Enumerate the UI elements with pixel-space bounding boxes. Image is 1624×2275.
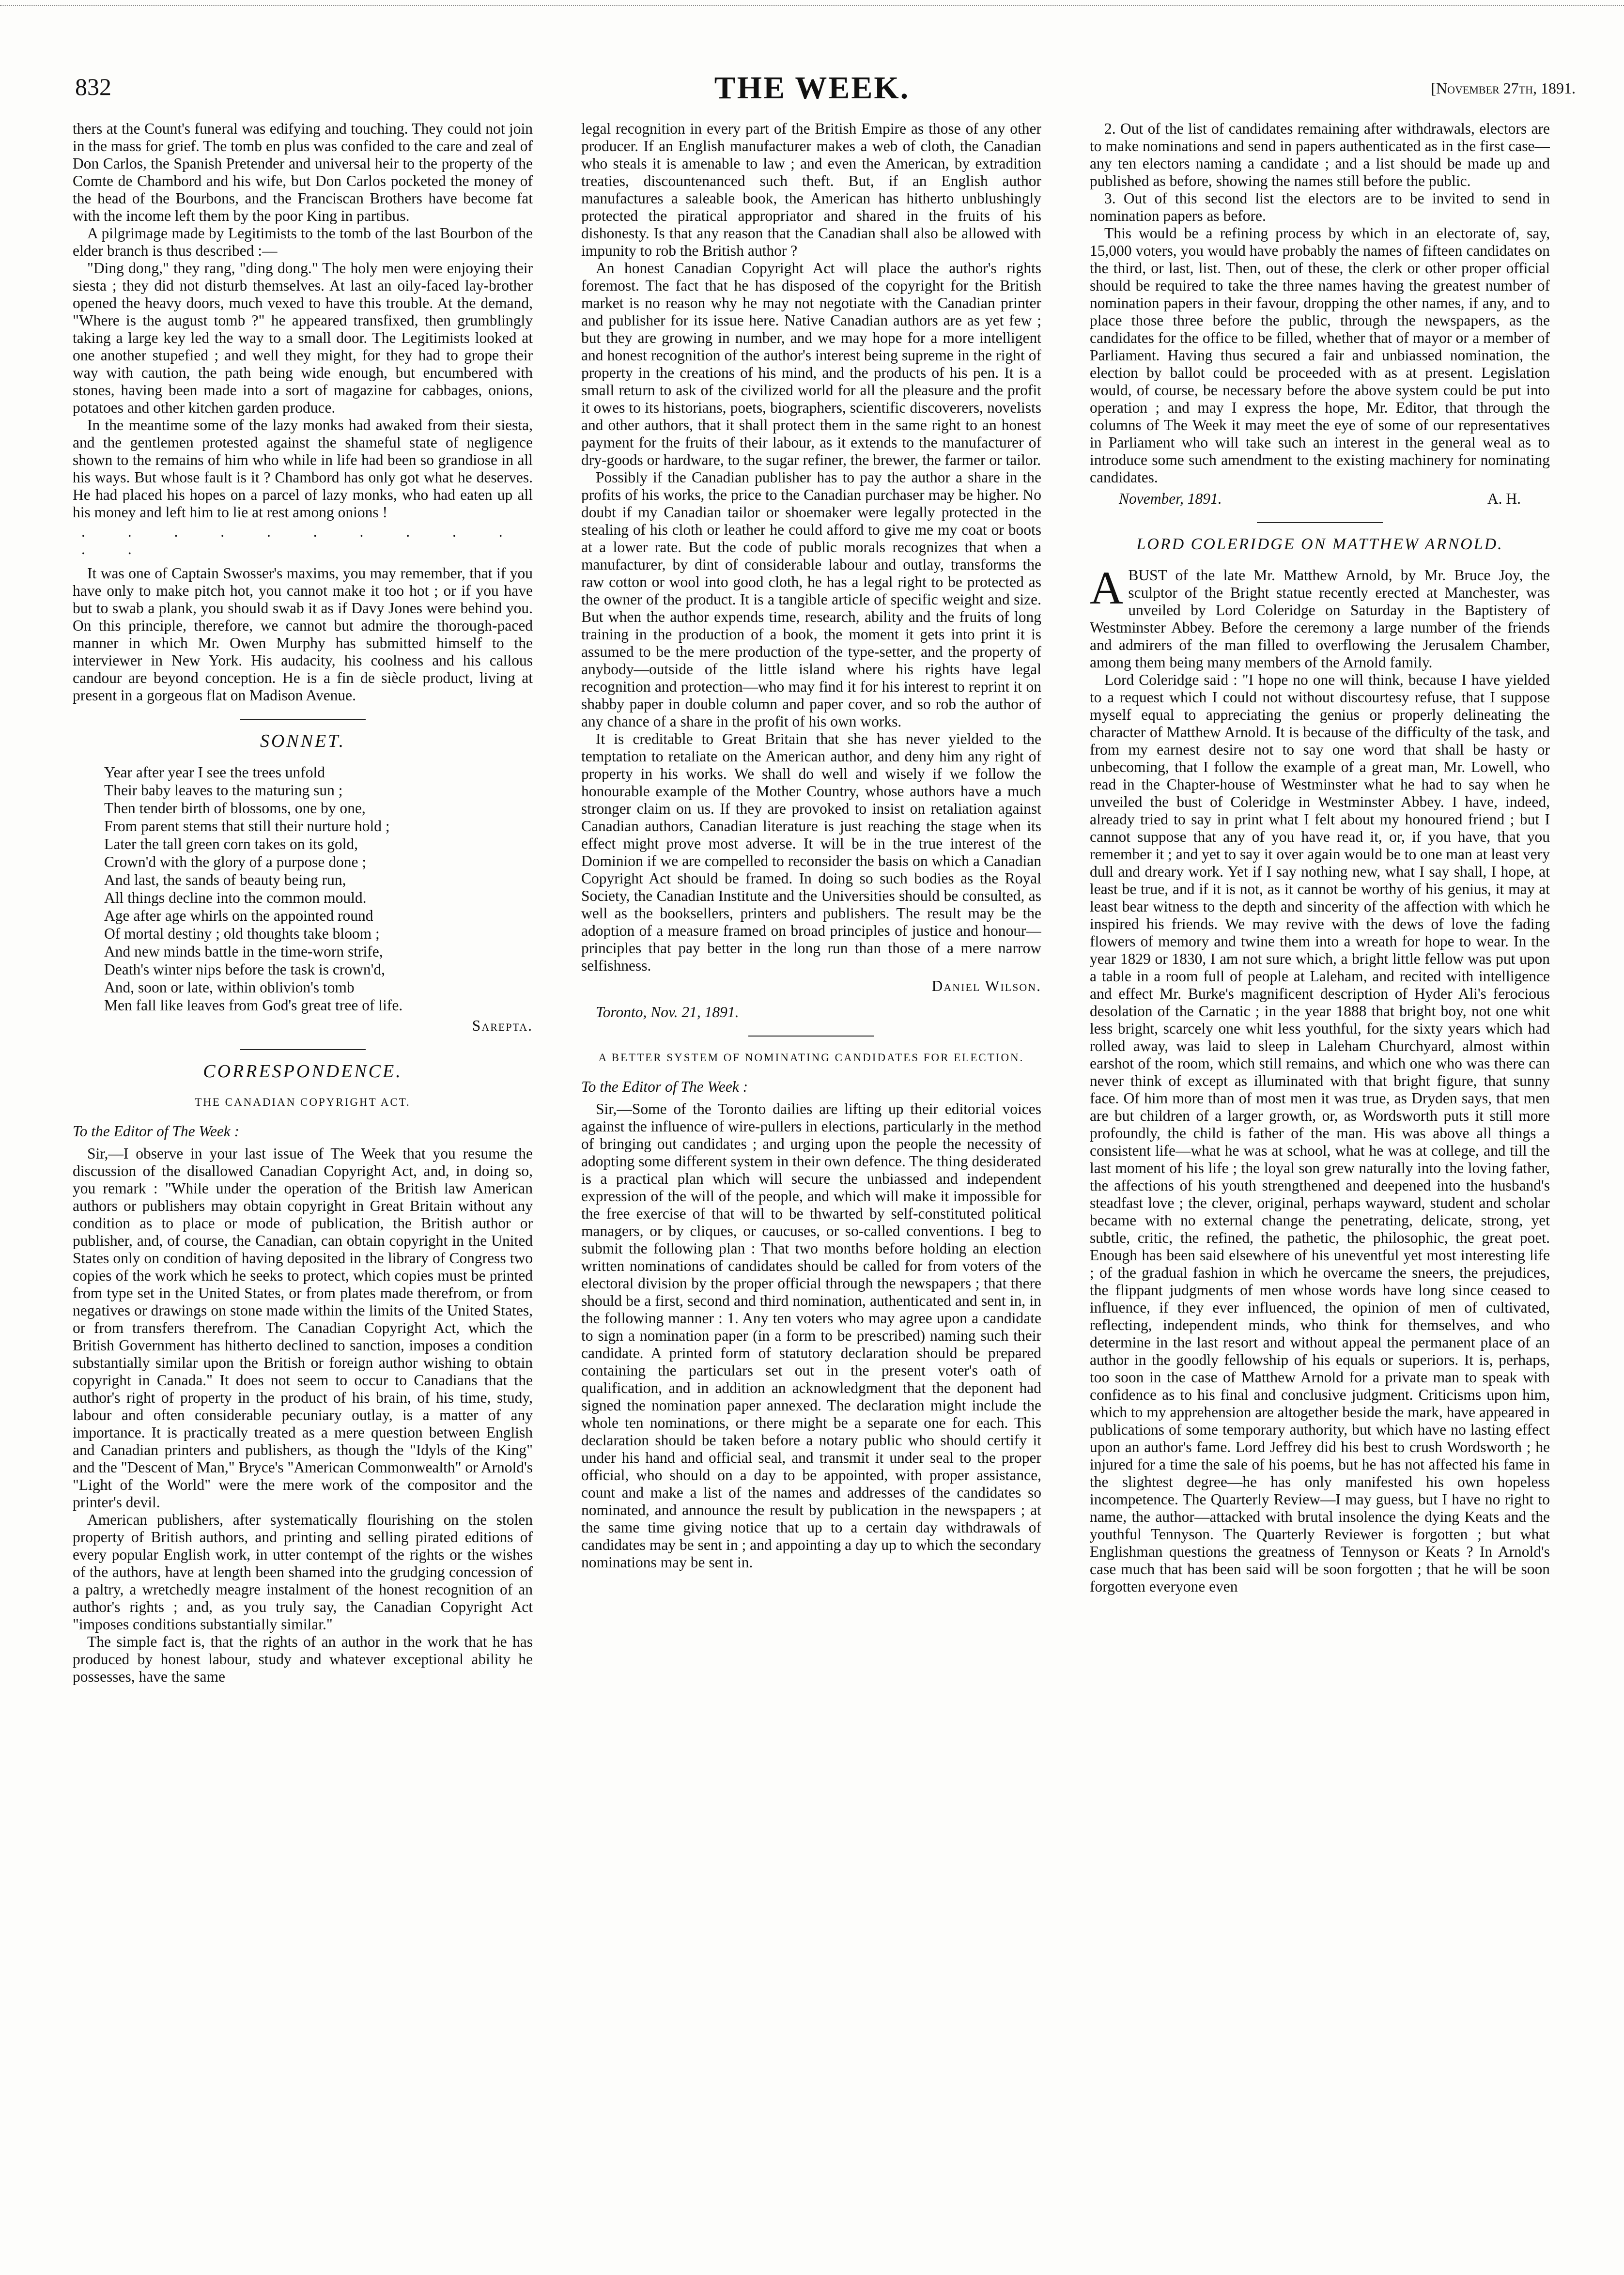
- paragraph: A pilgrimage made by Legitimists to the tomb of the last Bourbon of the elder branch is thus described :—: [73, 225, 533, 259]
- section-rule: [240, 1049, 366, 1050]
- sonnet-title: SONNET.: [260, 731, 346, 751]
- paragraph: Sir,—Some of the Toronto dailies are lifting up their editorial voices against the influence of wire-pullers in elections, particularly in the method of bringing out candidates ; and urging upon the people the necessity of adopting some different system in their own defence. The thing desiderated is a practical plan which will secure the unbiassed and independent expression of the will of the people, and which will make it impossible for the free exercise of that will to be thwarted by self-constituted political managers, or by cliques, or caucuses, or so-called conventions. I beg to submit the following plan : That two months before holding an election written nominations of candidates should be called for from voters of the electoral division by the proper official through the newspapers ; that there should be a first, second and third nomination, authenticated and sent in, in the following manner : 1. Any ten voters who may agree upon a candidate to sign a nomination paper (in a form to be prescribed) naming such their candidate. A printed form of statutory declaration should be prepared containing the particulars set out in the present voter's oath of qualification, and in addition an acknowledgment that the deponent had signed the nomination paper annexed. The declaration might include the whole ten nominations, or there might be a separate one for each. This declaration should be taken before a notary public who should certify it under his hand and official seal, and transmit it under seal to the proper official, who should on a day to be appointed, with proper assistance, count and make a list of the names and addresses of the candidates so nominated, and announce the result by publication in the newspapers ; at the same time giving notice that up to a certain day withdrawals of candidates may be sent in ; and appointing a day up to which the secondary nominations may be sent in.: [581, 1100, 1041, 1571]
- top-rule: [0, 0, 1624, 6]
- paragraph: thers at the Count's funeral was edifying and touching. They could not join in the mass for grief. The tomb en plus was confided to the care and zeal of Don Carlos, the Spanish Pretender and universal heir to the property of the Comte de Chambord and his wife, but Don Carlos pocketed the money of the head of the Bourbons, and the Franciscan Brothers have become fat with the income left them by the poor King in partibus.: [73, 120, 533, 224]
- poem-line: Later the tall green corn takes on its gold,: [104, 836, 358, 852]
- coleridge-title: LORD COLERIDGE ON MATTHEW ARNOLD.: [1136, 535, 1503, 553]
- paragraph: In the meantime some of the lazy monks had awaked from their siesta, and the gentlemen protested against the shameful state of negligence shown to the remains of him who while in life had been so grandiose in all his ways. But whose fault is it ? Chambord has only got what he deserves. He had placed his hopes on a parcel of lazy monks, who had eaten up all his money and left him to lie at rest among onions !: [73, 417, 533, 521]
- sonnet-signature: Sarepta.: [472, 1017, 533, 1034]
- letter-signoff: [1090, 490, 1550, 508]
- paragraph: Lord Coleridge said : "I hope no one will think, because I have yielded to a request which I could not without discourtesy refuse, that I suppose myself equal to appreciating the genius or properly delineating the character of Matthew Arnold. It is because of the difficulty of the task, and from my earnest desire not to say one word that shall be hasty or unbecoming, that I follow the example of a great man, Mr. Lowell, who read in the Chapter-house of Westminster what he had to say when he unveiled the bust of Coleridge in Westminster Abbey. I have, indeed, already tried to say in print what I felt about my honoured friend ; but I cannot suppose that any of you have read it, or, if you have, that you remember it ; and yet to say it over again would be to one man at least very dull and dreary work. Yet if I say nothing new, what I say shall, I hope, at least be true, and if it is not, as it cannot be worthy of his genius, it may at least bear witness to the depth and sincerity of the affection with which he inspired his friends. We may revive with the dews of love the fading flowers of memory and twine them into a wreath for hope to wear. In the year 1829 or 1830, I am not sure which, a bright little fellow was put upon a table in a room full of people at Laleham, and recited with intelligence and effect Mr. Burke's magnificent description of Hyder Ali's ferocious desolation of the Carnatic ; in the year 1888 that bright boy, not one whit less bright, scarcely one whit less youthful, for the sixty years which had rolled away, was laid to sleep in Laleham Churchyard, almost within earshot of the room, which still remains, and which one who was there can never think of except as illuminated with that bright figure, that sunny face. Of him more than of most men it was true, as Dryden says, that men are but children of a larger growth, or, as Wordsworth puts it still more profoundly, the child is father of the man. His was above all things a consistent life—what he was at school, what he was at college, and till the last moment of his life ; the loyal son grew naturally into the loving father, the affections of his youth strengthened and deepened into the husband's steadfast love ; the clever, original, perhaps wayward, student and scholar became with no external change the penetrating, delicate, strong, yet subtle, critic, the refined, the pathetic, the philosophic, the great poet. Enough has been said elsewhere of his uneventful yet most interesting life ; of the gradual fashion in which he overcame the sneers, the prejudices, the flippant judgments of men whose words have long since ceased to influence, if they ever influenced, the opinion of men of cultivated, reflecting, independent minds, who think for themselves, and who determine in the last resort and without appeal the permanent place of an author in the goodly fellowship of his equals or superiors. It is, perhaps, too soon in the case of Matthew Arnold for a private man to speak with confidence as to his final and conclusive judgment. Criticisms upon him, which to my apprehension are altogether beside the mark, have appeared in publications of some temporary authority, but which have no lasting effect upon an author's fame. Lord Jeffrey did his best to crush Wordsworth ; he injured for a time the sale of his poems, but he has not affected his fame in the slightest degree—he has only manifested his own hopeless incompetence. The Quarterly Review—I may guess, but I have no right to name, the author—attacked with brutal insolence the dying Keats and the youthful Tennyson. The Quarterly Reviewer is forgotten ; but what Englishman questions the greatness of Tennyson or Keats ? In Arnold's case much that has been said will be soon forgotten ; that he will be soon forgotten everyone even: [1090, 671, 1550, 1595]
- correspondence-title: CORRESPONDENCE.: [203, 1061, 402, 1082]
- signoff-date: November, 1891.: [1119, 490, 1222, 507]
- letter-signature: Daniel Wilson.: [931, 977, 1041, 994]
- poem-line: Then tender birth of blossoms, one by one,: [104, 800, 366, 817]
- paragraph: An honest Canadian Copyright Act will place the author's rights foremost. The fact that he has disposed of the copyright for the British market is no reason why he may not negotiate with the Canadian printer and publisher for its issue here. Native Canadian authors are as yet few ; but they are growing in number, and we may hope for a more intelligent and honest recognition of the author's interest being supreme in the right of property in the creations of his mind, and the products of his pen. It is a small return to ask of the civilized world for all the pleasure and the profit it owes to its historians, poets, biographers, scientific discoverers, novelists and other authors, that it shall protect them in the same right to an honest payment for the fruits of their labour, as it extends to the manufacturer of dry-goods or hardware, to the sugar refiner, the brewer, the farmer or tailor.: [581, 260, 1041, 468]
- section-rule: [240, 719, 366, 720]
- sonnet-poem: [104, 763, 533, 1014]
- poem-line: Of mortal destiny ; old thoughts take bloom ;: [104, 925, 380, 942]
- poem-line: Age after age whirls on the appointed round: [104, 907, 373, 924]
- paragraph-text: BUST of the late Mr. Matthew Arnold, by Mr. Bruce Joy, the sculptor of the Bright statue recently erected at Manchester, was unveiled by Lord Coleridge on Saturday in the Baptistery of Westminster Abbey. Before the ceremony a large number of the friends and admirers of the man filled to overflowing the Jerusalem Chamber, among them being many members of the Arnold family.: [1090, 567, 1550, 671]
- poem-line: From parent stems that still their nurture hold ;: [104, 818, 390, 835]
- drop-cap: A: [1090, 562, 1124, 614]
- poem-line: Death's winter nips before the task is crown'd,: [104, 961, 385, 978]
- poem-line: Crown'd with the glory of a purpose done ;: [104, 853, 367, 870]
- letter-signoff: Toronto, Nov. 21, 1891.: [596, 1004, 739, 1021]
- paragraph: Sir,—I observe in your last issue of The Week that you resume the discussion of the disallowed Canadian Copyright Act, and, in doing so, you remark : "While under the operation of the British law American authors or publishers may obtain copyright in Great Britain without any condition as to place or mode of publication, the British author or publisher, and, of course, the Canadian, can obtain copyright in the United States only on condition of having deposited in the library of Congress two copies of the work which he seeks to protect, which copies must be printed from type set in the United States, or from plates made therefrom, or from negatives or drawings on stone made within the limits of the United States, or from transfers therefrom. The Canadian Copyright Act, which the British Government has hitherto declined to sanction, imposes a condition substantially similar upon the British or foreign author wishing to obtain copyright in Canada." It does not seem to occur to Canadians that the author's right of property in the product of his brain, of his time, study, labour and often considerable pecuniary outlay, is a matter of any importance. It is practically treated as a mere question between English and Canadian printers and publishers, as though the "Idyls of the King" and the "Descent of Man," Bryce's "American Commonwealth" or Arnold's "Light of the World" were the mere work of the compositor and the printer's devil.: [73, 1145, 533, 1511]
- page-number: 832: [75, 73, 111, 100]
- column-2: [581, 120, 1041, 2261]
- salutation: To the Editor of The Week :: [581, 1078, 748, 1095]
- masthead: THE WEEK.: [714, 70, 910, 106]
- paragraph: It was one of Captain Swosser's maxims, you may remember, that if you have only to make pitch hot, you cannot make it too hot ; or if you have but to swab a plank, you should swab it as if Davy Jones were behind you. On this principle, therefore, we cannot but admire the thorough-paced manner in which Mr. Owen Murphy has submitted himself to the interviewer in New York. His audacity, his coolness and his callous candour are beyond conception. He is a fin de siècle product, living at present in a gorgeous flat on Madison Avenue.: [73, 565, 533, 704]
- ellipsis-divider: . . . . . . . . . . . .: [81, 523, 522, 557]
- poem-line: All things decline into the common mould.: [104, 889, 367, 906]
- salutation: To the Editor of The Week :: [73, 1123, 240, 1140]
- paragraph: Possibly if the Canadian publisher has to pay the author a share in the profits of his works, the price to the Canadian purchaser may be higher. No doubt if my Canadian tailor or shoemaker were legally protected in the stealing of his cloth or leather he could afford to give me my coat or boots at a lower rate. But the code of public morals recognizes that when a manufacturer, by dint of considerable labour and outlay, transforms the raw cotton or wool into good cloth, he has a legal right to be protected as the owner of the product. It is a tangible article of specific weight and size. But when the author expends time, research, ability and the fruits of long training in the production of a book, the moment it gets into print it is assumed to be the mere production of the type-setter, and the property of anybody—outside of the little island where his rights have legal recognition and protection—who may find it for his interest to reprint it on shabby paper in double column and paper cover, and so rob the author of any chance of a share in the profit of his own works.: [581, 469, 1041, 730]
- section-rule: [1257, 522, 1383, 523]
- column-1: [73, 120, 533, 2261]
- letter-subhead: A BETTER SYSTEM OF NOMINATING CANDIDATES FOR ELECTION.: [598, 1052, 1024, 1064]
- poem-line: Their baby leaves to the maturing sun ;: [104, 782, 343, 799]
- letter-subhead: THE CANADIAN COPYRIGHT ACT.: [195, 1096, 411, 1108]
- paragraph: This would be a refining process by which in an electorate of, say, 15,000 voters, you would have probably the names of fifteen candidates on the third, or last, list. Then, out of these, the clerk or other proper official should be required to take the three names having the greatest number of nomination papers in their favour, dropping the other names, if any, and to place those three before the public, through the newspapers, as the candidates for the office to be filled, whether that of mayor or a member of Parliament. Having thus secured a fair and unbiassed nomination, the election by ballot could be proceeded with as at present. Legislation would, of course, be necessary before the above system could be put into operation ; and may I express the hope, Mr. Editor, that through the columns of The Week it may meet the eye of some of our representatives in Parliament who will take such an interest in the general weal as to introduce some such amendment to the existing machinery for nominating candidates.: [1090, 225, 1550, 486]
- poem-line: Year after year I see the trees unfold: [104, 764, 325, 781]
- paragraph: 3. Out of this second list the electors are to be invited to send in nomination papers as before.: [1090, 190, 1550, 224]
- paragraph: [1090, 562, 1550, 671]
- signoff-initials: A. H.: [1487, 490, 1521, 507]
- issue-date: [November 27th, 1891.: [1431, 79, 1576, 97]
- poem-line: Men fall like leaves from God's great tree of life.: [104, 997, 403, 1014]
- poem-line: And last, the sands of beauty being run,: [104, 871, 346, 888]
- paragraph: 2. Out of the list of candidates remaining after withdrawals, electors are to make nominations and send in papers authenticated as in the first case—any ten electors naming a candidate ; and a list should be made up and published as before, showing the names still before the public.: [1090, 120, 1550, 189]
- poem-line: And new minds battle in the time-worn strife,: [104, 943, 383, 960]
- paragraph: legal recognition in every part of the British Empire as those of any other producer. If an English manufacturer makes a web of cloth, the Canadian who steals it is amenable to law ; and even the American, by extradition treaties, discountenanced such theft. But, if an English author manufactures a saleable book, the American has hitherto unblushingly protected the piratical appropriator and shared in the fruits of his dishonesty. Is that any reason that the Canadian shall also be allowed with impunity to rob the British author ?: [581, 120, 1041, 259]
- paragraph: It is creditable to Great Britain that she has never yielded to the temptation to retaliate on the American author, and deny him any right of property in his works. We shall do well and wisely if we follow the honourable example of the Mother Country, whose authors have a much stronger claim on us. If they are provoked to insist on retaliation against Canadian authors, Canadian literature is just reaching the stage when its effect might prove most adverse. It will be in the true interest of the Dominion if we are compelled to reconsider the basis on which a Canadian Copyright Act should be framed. In doing so such bodies as the Royal Society, the Canadian Institute and the Universities should be consulted, as well as the booksellers, printers and publishers. The result may be the adoption of a measure framed on broad principles of justice and honour—principles that pay better in the long run than those of a mere narrow selfishness.: [581, 730, 1041, 974]
- section-rule: [748, 1036, 874, 1037]
- paragraph: The simple fact is, that the rights of an author in the work that he has produced by honest labour, study and whatever exceptional ability he possesses, have the same: [73, 1633, 533, 1685]
- paragraph: American publishers, after systematically flourishing on the stolen property of British authors, and printing and selling pirated editions of every popular English work, in utter contempt of the rights or the wishes of the authors, have at length been shamed into the grudging concession of a paltry, a wretchedly meagre instalment of the honest recognition of an author's rights ; and, as you truly say, the Canadian Copyright Act "imposes conditions substantially similar.": [73, 1511, 533, 1633]
- poem-line: And, soon or late, within oblivion's tomb: [104, 979, 355, 996]
- page-header: [0, 70, 1624, 116]
- column-3: [1090, 120, 1550, 2261]
- paragraph: "Ding dong," they rang, "ding dong." The holy men were enjoying their siesta ; they did not disturb themselves. At last an oily-faced lay-brother opened the heavy doors, much vexed to have this trouble. At the demand, "Where is the august tomb ?" he appeared transfixed, then grumblingly taking a large key led the way to a small door. The Legitimists looked at one another stupefied ; and well they might, for they had to grope their way with caution, the path being wide enough, but encumbered with stones, having been made into a sort of magazine for cabbages, onions, potatoes and other kitchen garden produce.: [73, 260, 533, 416]
